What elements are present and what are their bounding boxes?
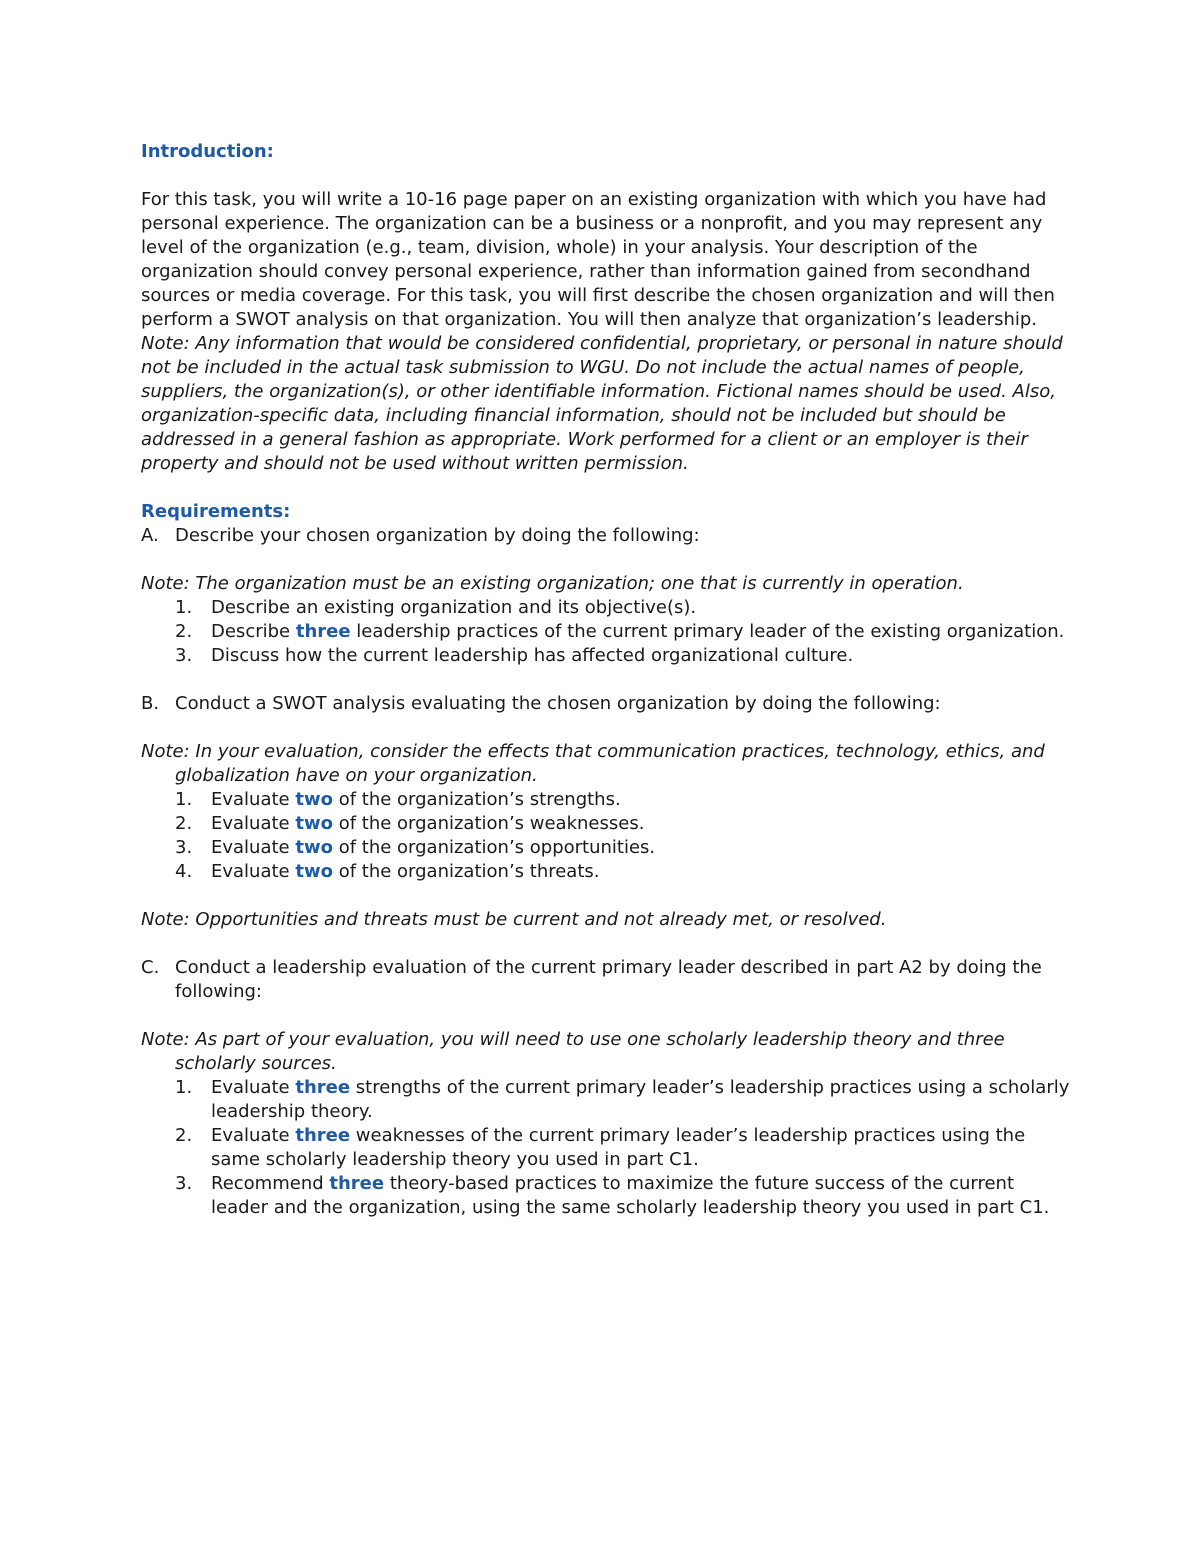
list-number: 2. — [175, 621, 193, 642]
part-c-list — [141, 1076, 1076, 1220]
part-a — [141, 524, 1076, 548]
item-text: Evaluate — [211, 1125, 296, 1146]
item-text-rest: strengths of the current primary leader’s leadership practices using a scholarly leadership theory. — [211, 1077, 1070, 1122]
item-text: Describe an existing organization and its objective(s). — [211, 597, 697, 618]
item-text-rest: leadership practices of the current primary leader of the existing organization. — [350, 621, 1065, 642]
part-b-note: Note: In your evaluation, consider the effects that communication practices, technology, ethics, and globalization have on your organization. — [141, 741, 1045, 786]
item-text: Evaluate — [211, 1077, 296, 1098]
list-item — [141, 836, 1076, 860]
introduction-heading: Introduction: — [141, 141, 274, 162]
part-b-letter: B. — [141, 693, 160, 714]
item-text-rest: theory-based practices to maximize the future success of the current leader and the organization, using the same scholarly leadership theory you used in part C1. — [211, 1173, 1050, 1218]
item-text: Evaluate — [211, 837, 296, 858]
list-number: 3. — [175, 1173, 193, 1194]
item-emphasis: two — [295, 837, 333, 858]
item-text-rest: of the organization’s strengths. — [332, 789, 621, 810]
introduction-note: Note: Any information that would be considered confidential, proprietary, or personal in nature should not be included in the actual task submission to WGU. Do not include the actual names of people, suppliers, the organization(s), or other identifiable information. Fictional names should be used. Also, organization-specific data, including financial information, should not be included but should be addressed in a general fashion as appropriate. Work performed for a client or an employer is their property and should not be used without written permission. — [141, 333, 1063, 474]
part-a-note: Note: The organization must be an existing organization; one that is currently in operation. — [141, 573, 964, 594]
list-item — [141, 1172, 1076, 1220]
part-c — [141, 956, 1076, 1004]
list-item — [141, 1076, 1076, 1124]
item-emphasis: two — [295, 861, 333, 882]
item-text-rest: weaknesses of the current primary leader’s leadership practices using the same scholarly leadership theory you used in part C1. — [211, 1125, 1026, 1170]
part-c-letter: C. — [141, 957, 160, 978]
list-item — [141, 596, 1076, 620]
part-a-text: Describe your chosen organization by doing the following: — [175, 525, 700, 546]
item-text: Discuss how the current leadership has affected organizational culture. — [211, 645, 854, 666]
list-item — [141, 812, 1076, 836]
item-text: Evaluate — [211, 789, 296, 810]
item-text-rest: of the organization’s opportunities. — [332, 837, 656, 858]
requirements-heading: Requirements: — [141, 501, 291, 522]
item-text-rest: of the organization’s threats. — [332, 861, 600, 882]
item-text-rest: of the organization’s weaknesses. — [332, 813, 645, 834]
item-emphasis: two — [295, 789, 333, 810]
item-emphasis: two — [295, 813, 333, 834]
item-text: Evaluate — [211, 813, 296, 834]
list-item — [141, 788, 1076, 812]
item-emphasis: three — [329, 1173, 385, 1194]
list-number: 1. — [175, 597, 193, 618]
list-number: 1. — [175, 1077, 193, 1098]
part-c-note: Note: As part of your evaluation, you will need to use one scholarly leadership theory and three scholarly sources. — [141, 1029, 1005, 1074]
part-b-list — [141, 788, 1076, 884]
item-text: Evaluate — [211, 861, 296, 882]
item-emphasis: three — [295, 1125, 351, 1146]
list-number: 3. — [175, 837, 193, 858]
part-c-text: Conduct a leadership evaluation of the current primary leader described in part A2 by doing the following: — [175, 957, 1042, 1002]
list-number: 4. — [175, 861, 193, 882]
item-text: Recommend — [211, 1173, 330, 1194]
part-b-note-2: Note: Opportunities and threats must be current and not already met, or resolved. — [141, 909, 887, 930]
part-b-text: Conduct a SWOT analysis evaluating the chosen organization by doing the following: — [175, 693, 941, 714]
list-item — [141, 860, 1076, 884]
list-item — [141, 1124, 1076, 1172]
part-a-list — [141, 596, 1076, 668]
list-item — [141, 644, 1076, 668]
item-emphasis: three — [295, 621, 351, 642]
item-text: Describe — [211, 621, 296, 642]
list-number: 2. — [175, 813, 193, 834]
document-page — [141, 140, 1076, 1220]
list-number: 3. — [175, 645, 193, 666]
introduction-body: For this task, you will write a 10-16 page paper on an existing organization with which you have had personal experience. The organization can be a business or a nonprofit, and you may represent any level of the organization (e.g., team, division, whole) in your analysis. Your description of the organization should convey personal experience, rather than information gained from secondhand sources or media coverage. For this task, you will first describe the chosen organization and will then perform a SWOT analysis on that organization. You will then analyze that organization’s leadership. — [141, 189, 1055, 330]
list-item — [141, 620, 1076, 644]
part-b — [141, 692, 1076, 716]
list-number: 1. — [175, 789, 193, 810]
list-number: 2. — [175, 1125, 193, 1146]
item-emphasis: three — [295, 1077, 351, 1098]
part-a-letter: A. — [141, 525, 159, 546]
